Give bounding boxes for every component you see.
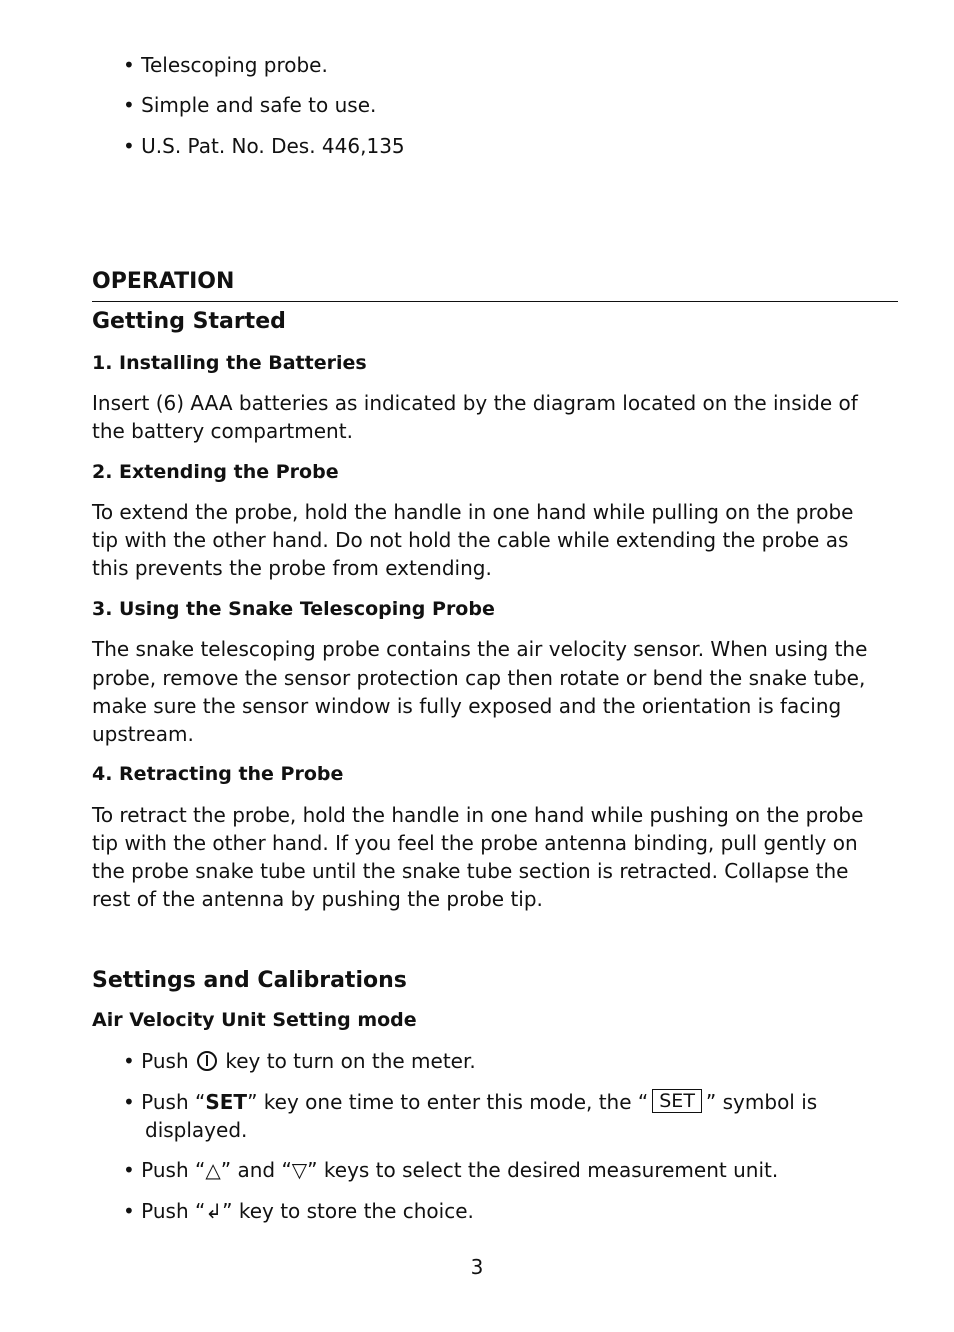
heading-divider: [92, 301, 898, 302]
section-text-line: To retract the probe, hold the handle in one hand while pushing on the probe: [92, 803, 864, 827]
operation-heading: OPERATION: [92, 269, 235, 294]
section-text-line: probe, remove the sensor protection cap then rotate or bend the snake tube,: [92, 666, 866, 690]
bullet-text: ” key one time to enter this mode, the “: [247, 1090, 649, 1114]
power-icon: [197, 1051, 217, 1071]
page-number: 3: [470, 1255, 484, 1279]
feature-bullet: • U.S. Pat. No. Des. 446,135: [123, 134, 405, 158]
section-text-line: To extend the probe, hold the handle in one hand while pulling on the probe: [92, 500, 854, 524]
settings-bullet-power: [123, 1047, 476, 1075]
feature-bullet: • Simple and safe to use.: [123, 93, 377, 117]
section-text-line: rest of the antenna by pushing the probe tip.: [92, 887, 543, 911]
settings-heading: Settings and Calibrations: [92, 968, 407, 993]
section-title: 3. Using the Snake Telescoping Probe: [92, 598, 495, 620]
bullet-continuation: displayed.: [145, 1118, 248, 1142]
section-title: 4. Retracting the Probe: [92, 763, 344, 785]
bullet-text: • Push “: [123, 1090, 206, 1114]
section-text-line: this prevents the probe from extending.: [92, 556, 492, 580]
mode-title: Air Velocity Unit Setting mode: [92, 1009, 417, 1031]
section-text-line: Insert (6) AAA batteries as indicated by the diagram located on the inside of: [92, 391, 858, 415]
section-text-line: The snake telescoping probe contains the air velocity sensor. When using the: [92, 637, 868, 661]
getting-started-heading: Getting Started: [92, 309, 286, 334]
section-text-line: upstream.: [92, 722, 194, 746]
settings-bullet-enter: • Push “↲” key to store the choice.: [123, 1199, 474, 1223]
bullet-text: • Push: [123, 1049, 189, 1073]
bullet-text: ” symbol is: [705, 1090, 818, 1114]
section-title: 2. Extending the Probe: [92, 461, 339, 483]
section-text-line: the battery compartment.: [92, 419, 353, 443]
set-display-symbol: SET: [652, 1089, 702, 1113]
feature-bullet: • Telescoping probe.: [123, 53, 328, 77]
settings-bullet-arrows: • Push “△” and “▽” keys to select the desired measurement unit.: [123, 1158, 779, 1182]
section-text-line: tip with the other hand. Do not hold the cable while extending the probe as: [92, 528, 849, 552]
set-key-label: SET: [205, 1090, 248, 1114]
section-text-line: tip with the other hand. If you feel the probe antenna binding, pull gently on: [92, 831, 858, 855]
section-text-line: make sure the sensor window is fully exposed and the orientation is facing: [92, 694, 842, 718]
settings-bullet-set: [123, 1088, 817, 1116]
section-text-line: the probe snake tube until the snake tube section is retracted. Collapse the: [92, 859, 849, 883]
section-title: 1. Installing the Batteries: [92, 352, 367, 374]
bullet-text: key to turn on the meter.: [225, 1049, 476, 1073]
